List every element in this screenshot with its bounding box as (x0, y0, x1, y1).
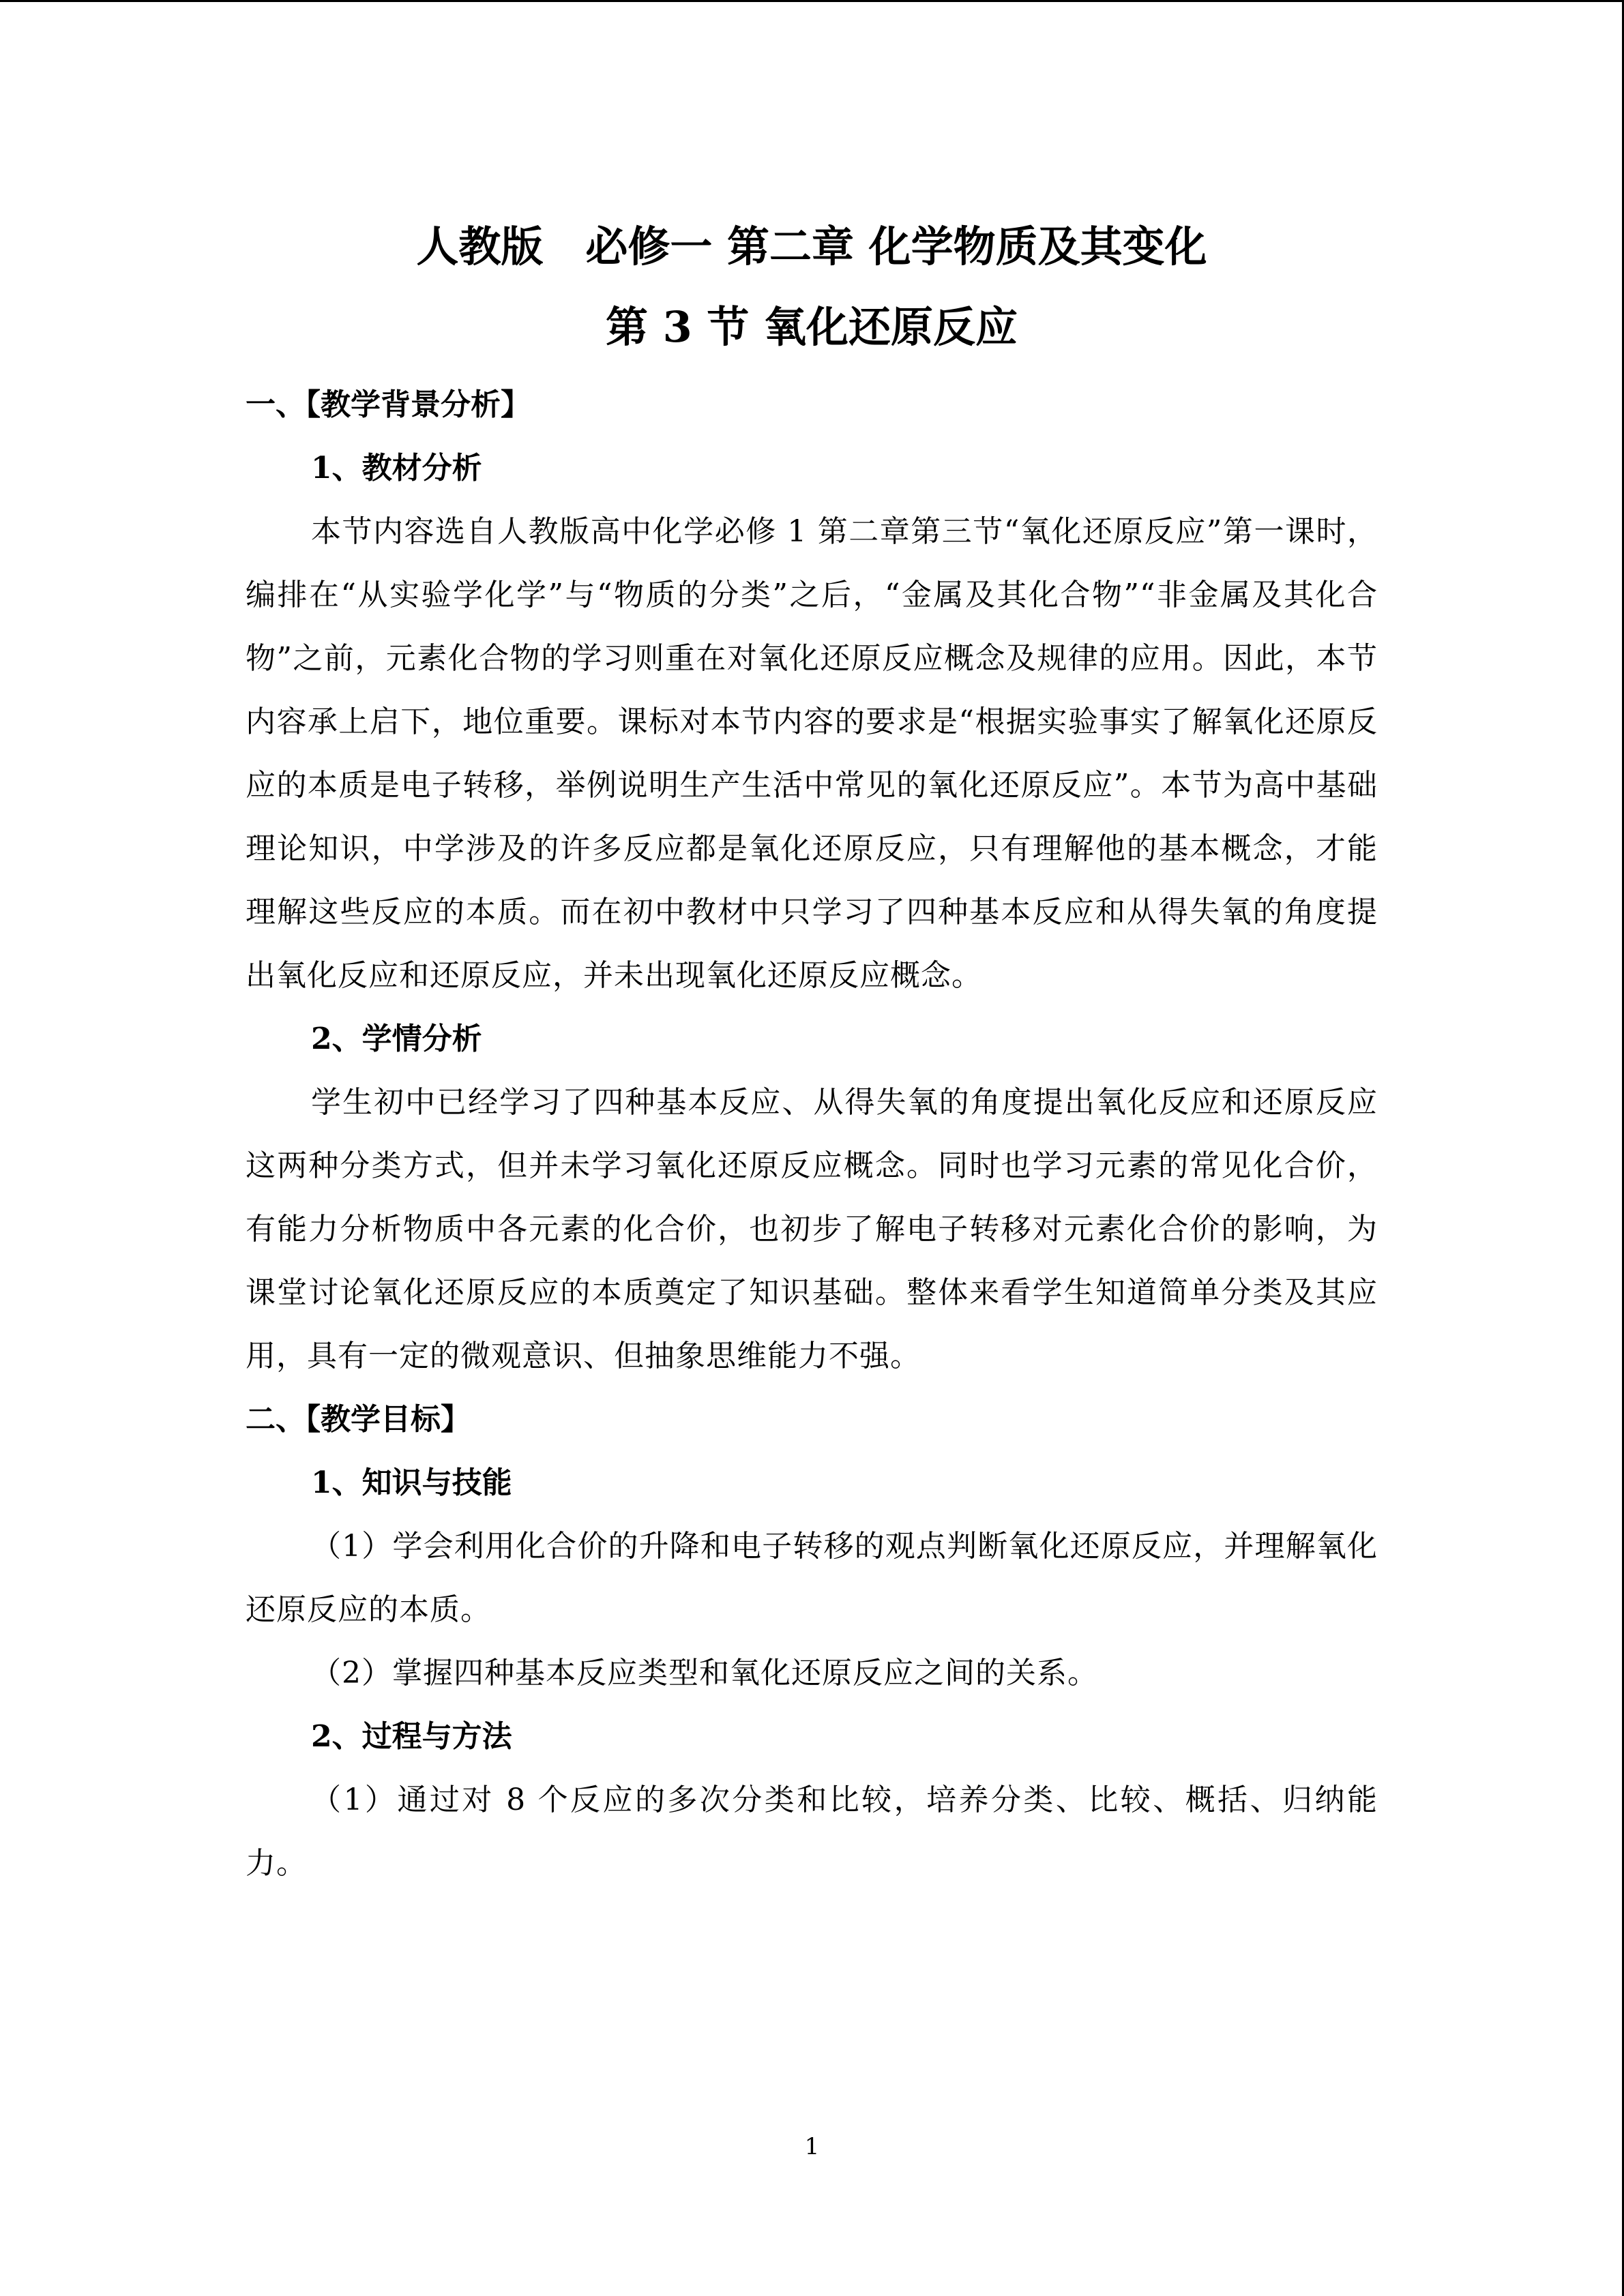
subsection-heading: 1、教材分析 (311, 451, 482, 486)
subsection-heading: 2、过程与方法 (311, 1719, 512, 1754)
list-item: （1）通过对 8 个反应的多次分类和比较，培养分类、比较、概括、归纳能力。 (246, 1783, 1378, 1881)
document-subtitle: 第 3 节 氧化还原反应 (606, 302, 1018, 352)
document-title: 人教版 必修一 第二章 化学物质及其变化 (416, 222, 1207, 271)
page-number: 1 (804, 2133, 820, 2160)
section-heading: 二、【教学目标】 (246, 1402, 471, 1437)
list-item: （2）掌握四种基本反应类型和氧化还原反应之间的关系。 (311, 1656, 1098, 1690)
list-item: （1）学会利用化合价的升降和电子转移的观点判断氧化还原反应，并理解氧化还原反应的本质。 (246, 1529, 1378, 1627)
paragraph: 学生初中已经学习了四种基本反应、从得失氧的角度提出氧化反应和还原反应这两种分类方式，但并未学习氧化还原反应概念。同时也学习元素的常见化合价，有能力分析物质中各元素的化合价，也初步了解电子转移对元素化合价的影响，为课堂讨论氧化还原反应的本质奠定了知识基础。整体来看学生知道简单分类及其应用，具有一定的微观意识、但抽象思维能力不强。 (246, 1085, 1378, 1373)
section-teaching-goals (246, 1388, 1378, 1895)
paragraph: 本节内容选自人教版高中化学必修 1 第二章第三节“氧化还原反应”第一课时，编排在“从实验学化学”与“物质的分类”之后，“金属及其化合物”“非金属及其化合物”之前，元素化合物的学习则重在对氧化还原反应概念及规律的应用。因此，本节内容承上启下，地位重要。课标对本节内容的要求是“根据实验事实了解氧化还原反应的本质是电子转移，举例说明生产生活中常见的氧化还原反应”。本节为高中基础理论知识，中学涉及的许多反应都是氧化还原反应，只有理解他的基本概念，才能理解这些反应的本质。而在初中教材中只学习了四种基本反应和从得失氧的角度提出氧化反应和还原反应，并未出现氧化还原反应概念。 (246, 514, 1378, 993)
page-content (246, 207, 1378, 1895)
subsection-heading: 2、学情分析 (311, 1022, 482, 1056)
subsection-heading: 1、知识与技能 (311, 1465, 512, 1500)
section-heading: 一、【教学背景分析】 (246, 387, 531, 422)
section-teaching-background (246, 373, 1378, 1388)
